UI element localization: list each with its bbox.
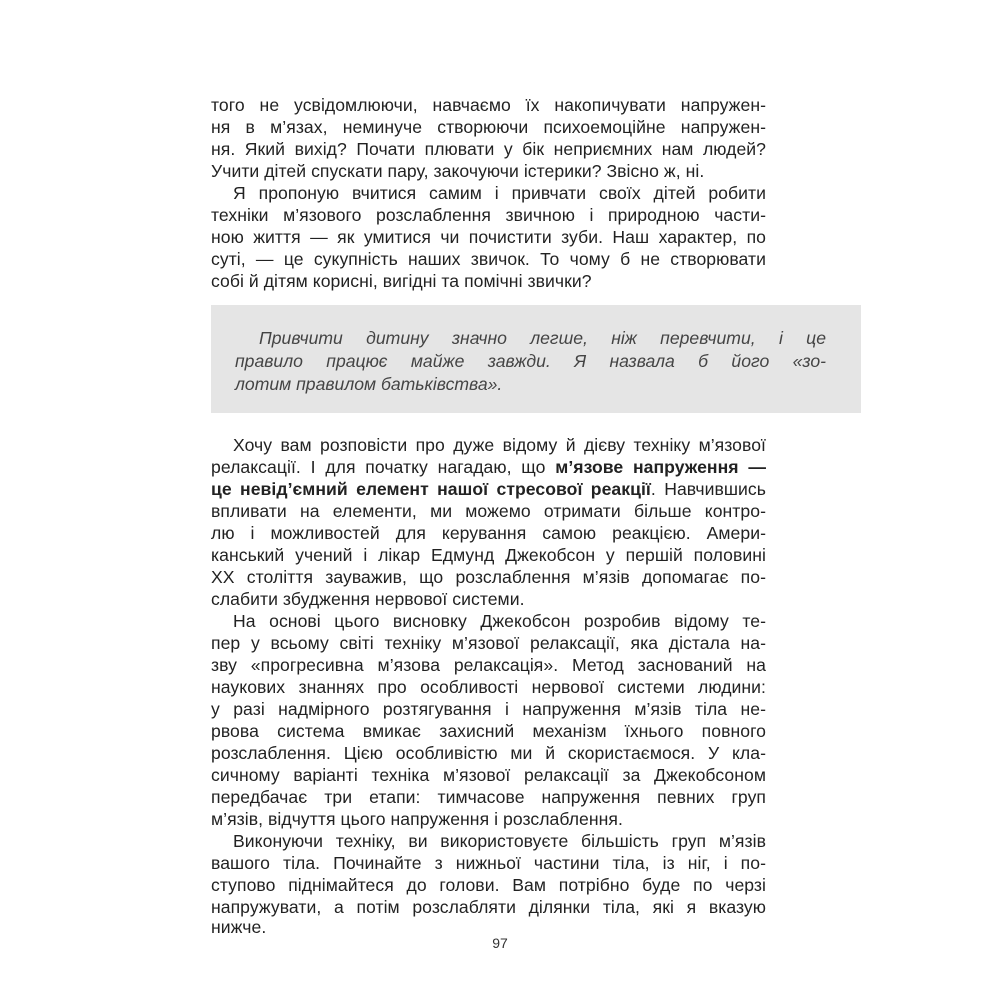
- text-line: ня в м’язах, неминуче створюючи психоемоційне напружен-: [211, 117, 766, 137]
- text-line: розслаблення. Цією особливістю ми й скористаємося. У кла-: [211, 743, 766, 763]
- page-number: 97: [492, 935, 508, 951]
- quote-box: [211, 305, 861, 413]
- text-line: XX століття зауважив, що розслаблення м’язів допомагає по-: [211, 567, 766, 587]
- text-line: Я пропоную вчитися самим і привчати своїх дітей робити: [233, 183, 766, 203]
- text-line: рвова система вмикає захисний механізм їхнього повного: [211, 721, 766, 741]
- text-line: впливати на елементи, ми можемо отримати більше контро-: [211, 501, 766, 521]
- text-line: Учити дітей спускати пару, закочуючи істерики? Звісно ж, ні.: [211, 161, 705, 181]
- text-line: Хочу вам розповісти про дуже відому й дієву техніку м’язової: [233, 435, 766, 455]
- text-line: зву «прогресивна м’язова релаксація». Метод заснований на: [211, 655, 766, 675]
- quote-line: лотим правилом батьківства».: [235, 374, 503, 394]
- text-line: напружувати, а потім розслабляти ділянки тіла, які я вказую: [211, 897, 766, 917]
- text-line: лю і можливостей для керування самою реакцією. Амери-: [211, 523, 766, 543]
- text-line: слабити збудження нервової системи.: [211, 589, 525, 609]
- text-line: ступово піднімайтеся до голови. Вам потрібно буде по черзі: [211, 875, 766, 895]
- text-line: сичному варіанті техніка м’язової релаксації за Джекобсоном: [211, 765, 766, 785]
- text-span: . Навчившись: [650, 479, 766, 499]
- text-line: ною життя — як умитися чи почистити зуби. Наш характер, по: [211, 227, 766, 247]
- text-line: Виконуючи техніку, ви використовуєте більшість груп м’язів: [233, 831, 766, 851]
- text-line: канський учений і лікар Едмунд Джекобсон у першій половині: [211, 545, 766, 565]
- quote-line: Привчити дитину значно легше, ніж перевчити, і це: [259, 328, 826, 348]
- quote-line: правило працює майже завжди. Я назвала б його «зо-: [235, 351, 826, 371]
- text-line: нижче.: [211, 917, 267, 937]
- text-span: релаксації. І для початку нагадаю, що: [211, 457, 556, 477]
- text-line: пер у всьому світі техніку м’язової релаксації, яка дістала на-: [211, 633, 766, 653]
- text-line: м’язів, відчуття цього напруження і розслаблення.: [211, 809, 623, 829]
- text-line: ня. Який вихід? Почати плювати у бік неприємних нам людей?: [211, 139, 766, 159]
- text-line: суті, — це сукупність наших звичок. То чому б не створювати: [211, 249, 766, 269]
- text-line: передбачає три етапи: тимчасове напруження певних груп: [211, 787, 766, 807]
- bold-text: це невід’ємний елемент нашої стресової реакції: [211, 479, 651, 499]
- text-line: собі й дітям корисні, вигідні та помічні звички?: [211, 271, 592, 291]
- text-line: того не усвідомлюючи, навчаємо їх накопичувати напружен-: [211, 95, 766, 115]
- text-line: вашого тіла. Починайте з нижньої частини тіла, із ніг, і по-: [211, 853, 766, 873]
- text-line: [211, 478, 766, 500]
- text-line: у разі надмірного розтягування і напруження м’язів тіла не-: [211, 699, 766, 719]
- text-line: [211, 456, 766, 478]
- text-line: техніки м’язового розслаблення звичною і природною части-: [211, 205, 766, 225]
- text-line: На основі цього висновку Джекобсон розробив відому те-: [233, 611, 766, 631]
- bold-text: м’язове напруження —: [555, 457, 767, 477]
- text-line: наукових знаннях про особливості нервової системи людини:: [211, 677, 766, 697]
